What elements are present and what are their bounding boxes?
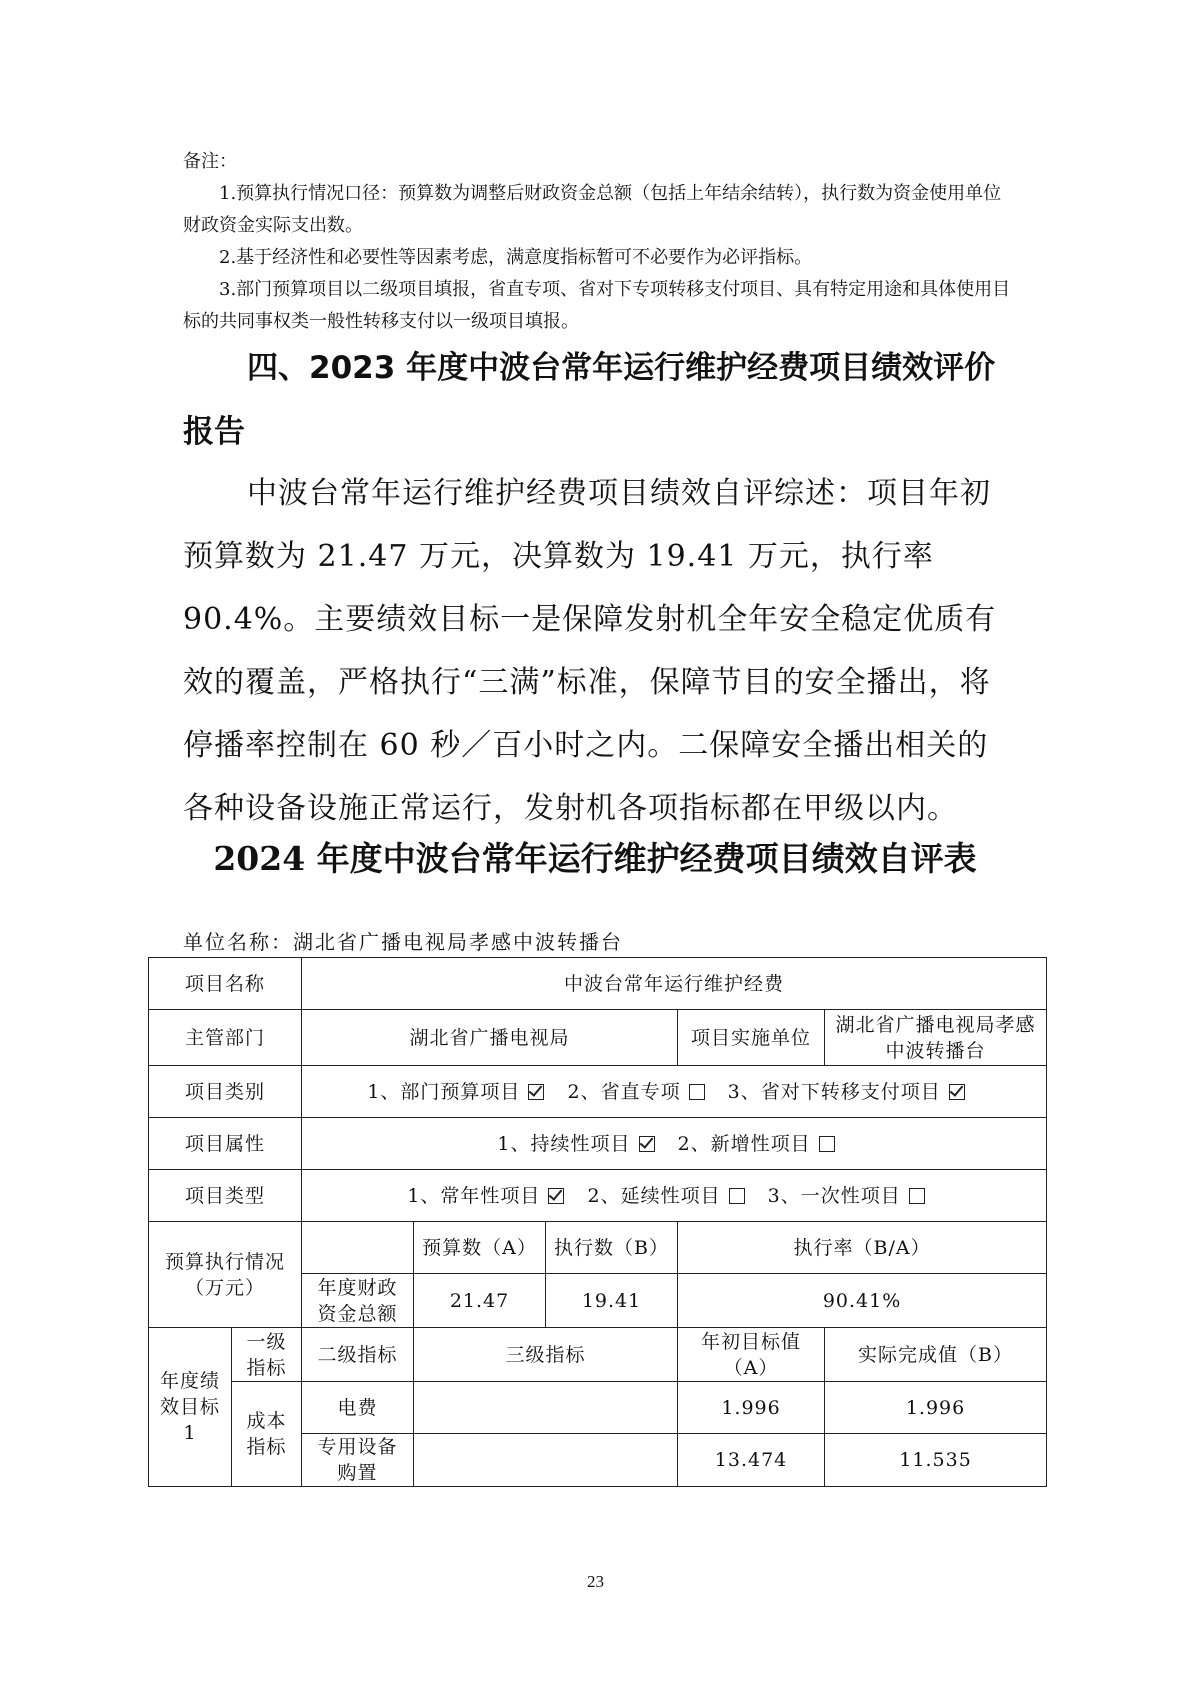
type-label: 项目类型 xyxy=(149,1170,302,1222)
cost-label: 成本指标 xyxy=(232,1382,302,1487)
budget-col-a: 预算数（A） xyxy=(414,1222,546,1274)
note-item: 2.基于经济性和必要性等因素考虑，满意度指标暂可不必要作为必评指标。 xyxy=(219,247,813,268)
checked-box-icon[interactable] xyxy=(548,1188,564,1204)
unit-line: 单位名称：湖北省广播电视局孝感中波转播台 xyxy=(183,930,623,954)
category-option: 3、省对下转移支付项目 xyxy=(728,1079,965,1105)
goal-label: 年度绩效目标 1 xyxy=(149,1328,232,1487)
type-option: 3、一次性项目 xyxy=(768,1183,925,1209)
category-options xyxy=(302,1066,1047,1118)
impl-unit-value: 湖北省广播电视局孝感中波转播台 xyxy=(825,1010,1047,1066)
actual-label: 实际完成值（B） xyxy=(825,1328,1047,1382)
table-title: 2024 年度中波台常年运行维护经费项目绩效自评表 xyxy=(213,839,977,878)
table-row-lvl3 xyxy=(414,1434,678,1487)
section-heading: 四、2023 年度中波台常年运行维护经费项目绩效评价报告 xyxy=(183,350,996,450)
note-item: 3.部门预算项目以二级项目填报，省直专项、省对下专项转移支付项目、具有特定用途和具体使用目标的共同事权类一般性转移支付以一级项目填报。 xyxy=(183,279,1011,332)
notes-title: 备注： xyxy=(183,151,237,172)
attr-option: 2、新增性项目 xyxy=(678,1131,835,1157)
checked-box-icon[interactable] xyxy=(639,1136,655,1152)
empty-box-icon[interactable] xyxy=(909,1188,925,1204)
table-row-target: 1.996 xyxy=(678,1382,825,1434)
table-row-actual: 11.535 xyxy=(825,1434,1047,1487)
summary-paragraph: 中波台常年运行维护经费项目绩效自评综述：项目年初预算数为 21.47 万元，决算数为 19.41 万元，执行率 90.4%。主要绩效目标一是保障发射机全年安全稳定优质有效的覆盖，严格执行“三满”标准，保障节目的安全播出，将停播率控制在 60 秒／百小时之内。二保障安全播出相关的各种设备设施正常运行，发射机各项指标都在甲级以内。 xyxy=(183,476,997,826)
empty-box-icon[interactable] xyxy=(819,1136,835,1152)
checked-box-icon[interactable] xyxy=(949,1084,965,1100)
empty-box-icon[interactable] xyxy=(689,1084,705,1100)
lvl2-label: 二级指标 xyxy=(302,1328,414,1382)
fund-label: 年度财政资金总额 xyxy=(302,1274,414,1328)
lvl3-label: 三级指标 xyxy=(414,1328,678,1382)
type-options xyxy=(302,1170,1047,1222)
category-option: 1、部门预算项目 xyxy=(367,1079,544,1105)
budget-col-rate: 执行率（B/A） xyxy=(678,1222,1047,1274)
project-name-label: 项目名称 xyxy=(149,958,302,1010)
notes-block xyxy=(183,146,1013,338)
page-number: 23 xyxy=(587,1572,604,1591)
dept-label: 主管部门 xyxy=(149,1010,302,1066)
table-row-lvl2: 电费 xyxy=(302,1382,414,1434)
category-option: 2、省直专项 xyxy=(567,1079,704,1105)
target-label: 年初目标值（A） xyxy=(678,1328,825,1382)
budget-blank-cell xyxy=(302,1222,414,1274)
note-item: 1.预算执行情况口径：预算数为调整后财政资金总额（包括上年结余结转），执行数为资金使用单位财政资金实际支出数。 xyxy=(183,183,1002,236)
type-option: 2、延续性项目 xyxy=(587,1183,744,1209)
table-row-lvl2: 专用设备购置 xyxy=(302,1434,414,1487)
lvl1-label: 一级指标 xyxy=(232,1328,302,1382)
fund-a-value: 21.47 xyxy=(414,1274,546,1328)
attr-option: 1、持续性项目 xyxy=(497,1131,654,1157)
table-row-lvl3 xyxy=(414,1382,678,1434)
attr-options xyxy=(302,1118,1047,1170)
budget-col-b: 执行数（B） xyxy=(546,1222,678,1274)
table-row-target: 13.474 xyxy=(678,1434,825,1487)
checked-box-icon[interactable] xyxy=(528,1084,544,1100)
impl-unit-label: 项目实施单位 xyxy=(678,1010,825,1066)
fund-rate-value: 90.41% xyxy=(678,1274,1047,1328)
attr-label: 项目属性 xyxy=(149,1118,302,1170)
budget-label: 预算执行情况（万元） xyxy=(149,1222,302,1328)
fund-b-value: 19.41 xyxy=(546,1274,678,1328)
category-label: 项目类别 xyxy=(149,1066,302,1118)
type-option: 1、常年性项目 xyxy=(407,1183,564,1209)
evaluation-table xyxy=(148,957,1047,1487)
dept-value: 湖北省广播电视局 xyxy=(302,1010,678,1066)
table-row-actual: 1.996 xyxy=(825,1382,1047,1434)
project-name-value: 中波台常年运行维护经费 xyxy=(302,958,1047,1010)
empty-box-icon[interactable] xyxy=(729,1188,745,1204)
